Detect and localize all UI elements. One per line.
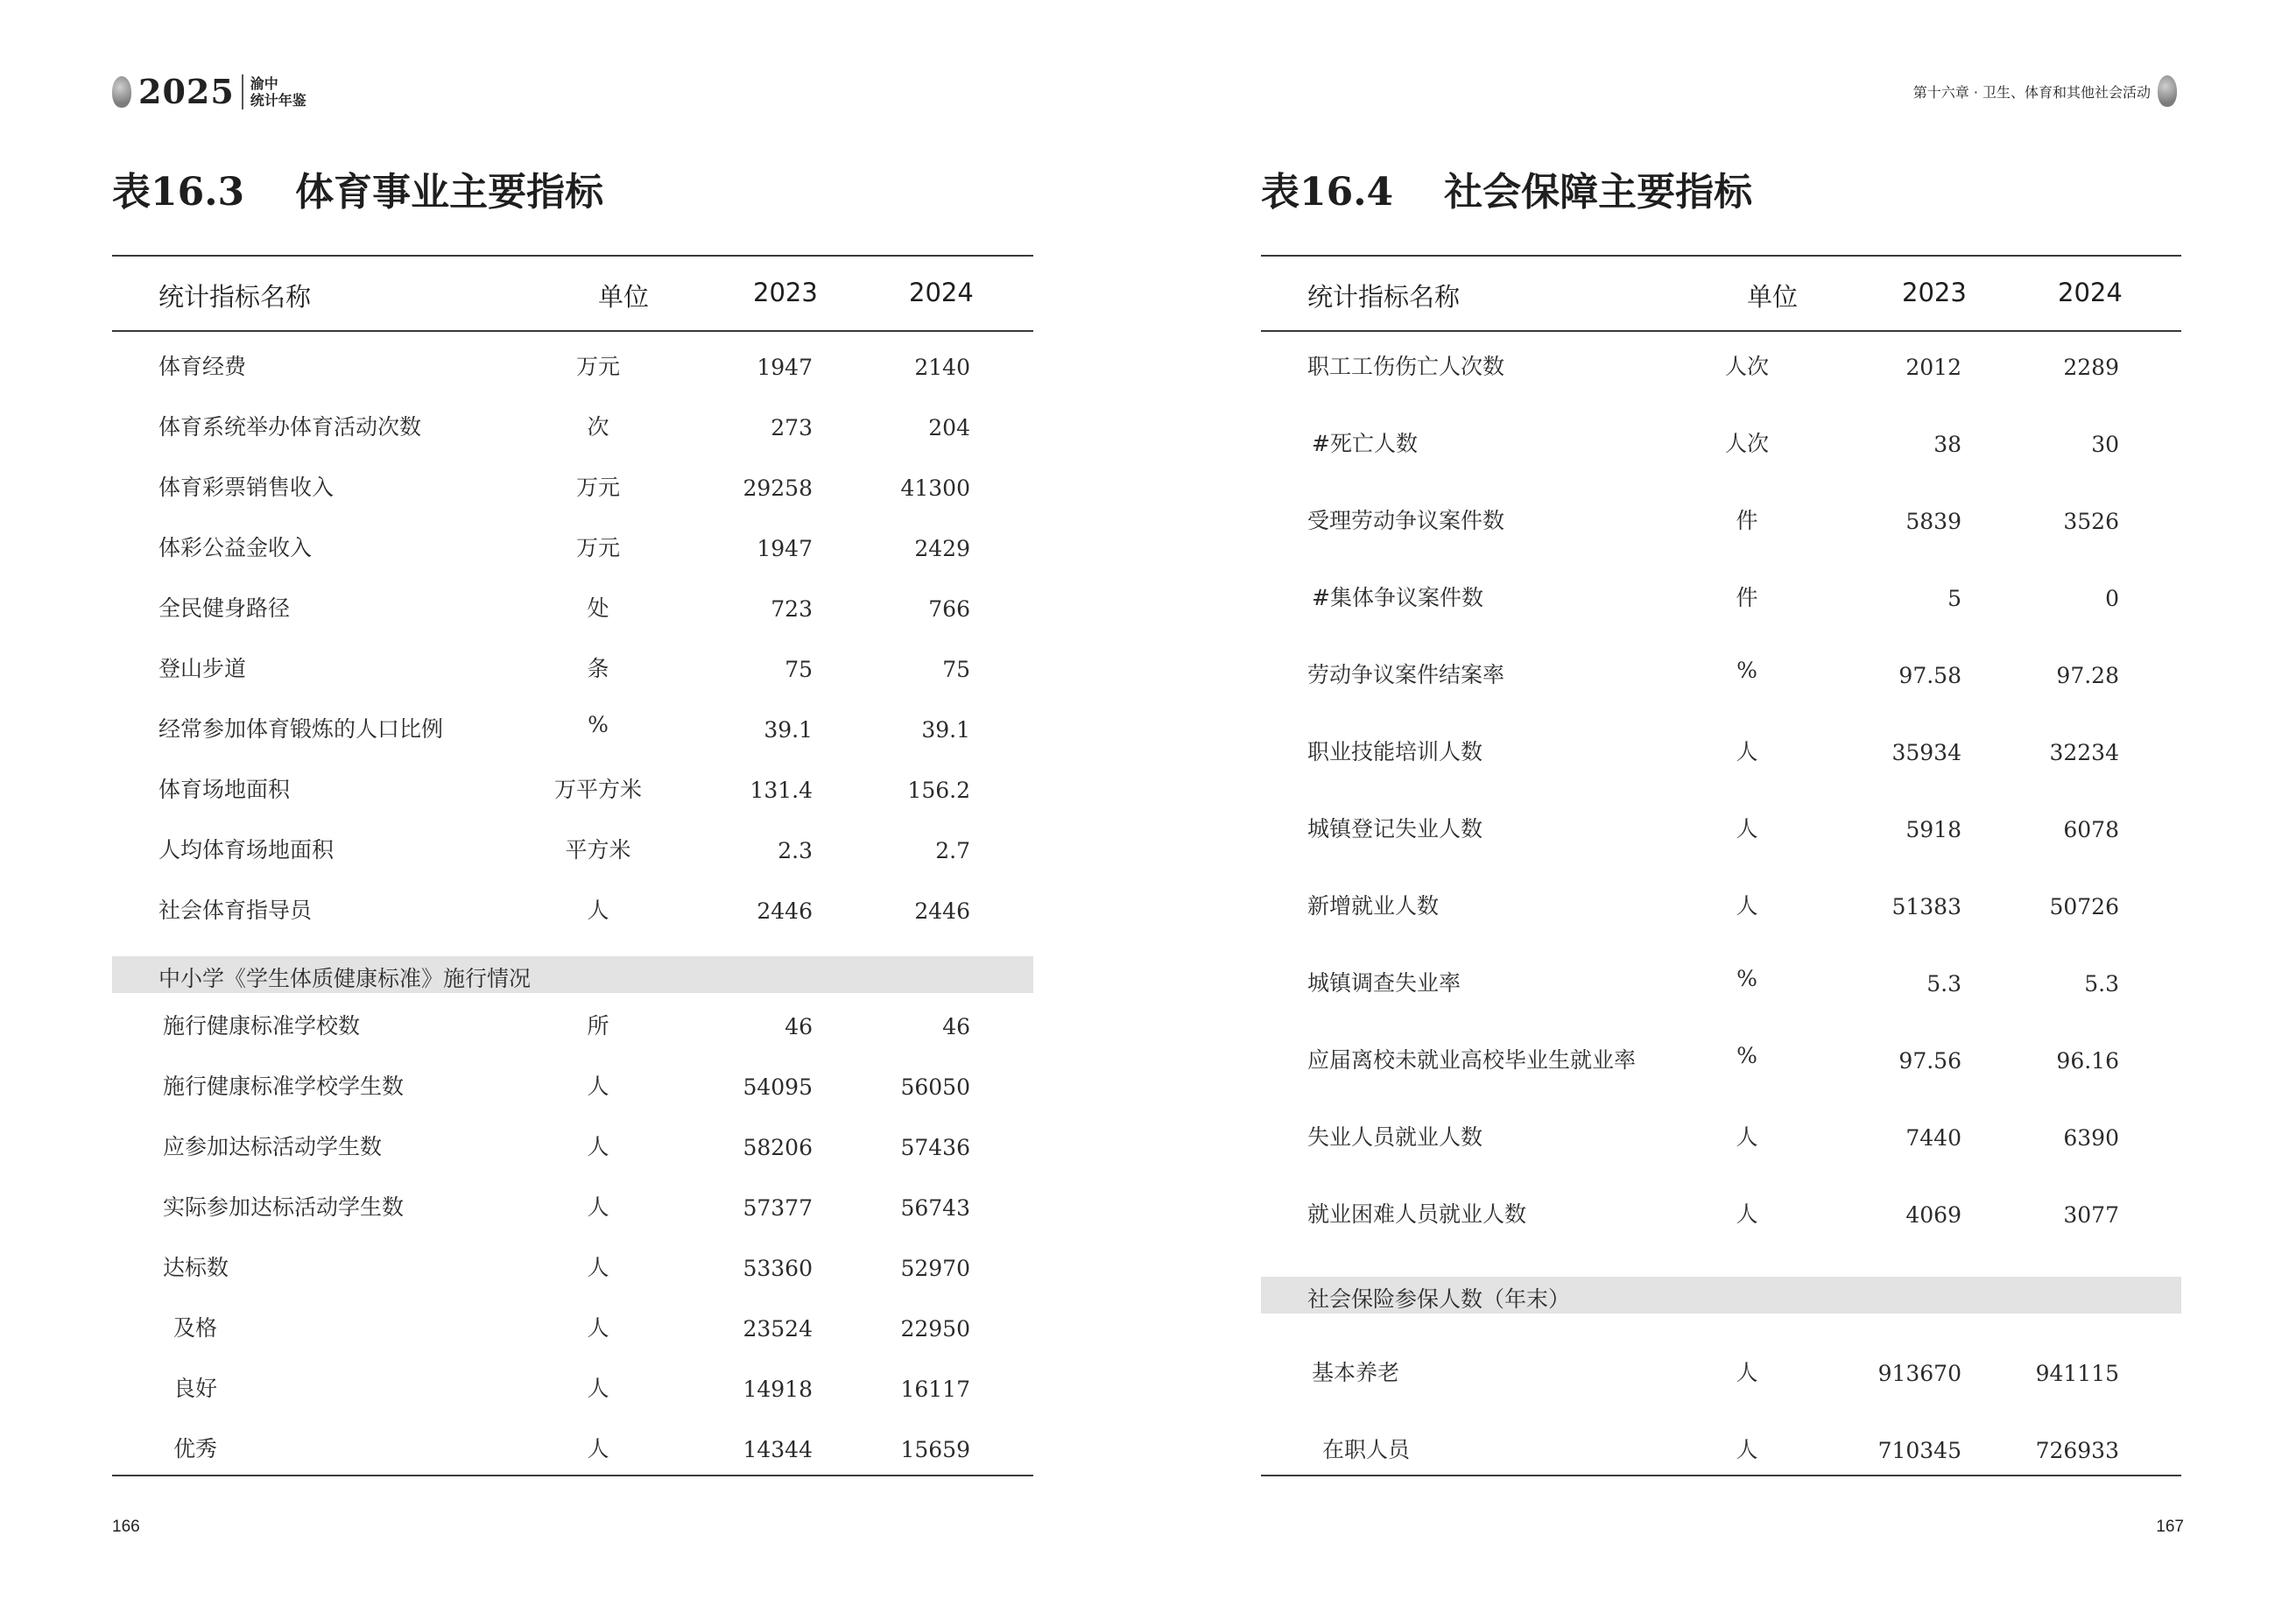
row-value-2024: 2.7	[935, 837, 970, 863]
row-name: 施行健康标准学校数	[163, 1012, 361, 1039]
row-value-2024: 3526	[2063, 508, 2119, 534]
row-value-2023: 39.1	[764, 716, 813, 743]
table-row	[1261, 504, 2181, 581]
col-header-2023: 2023	[753, 278, 818, 307]
table-row	[112, 1190, 1033, 1250]
row-value-2024: 50726	[2049, 893, 2119, 919]
row-name: 职工工伤伤亡人次数	[1307, 353, 1505, 379]
row-value-2023: 97.56	[1898, 1047, 1961, 1074]
row-name: 实际参加达标活动学生数	[163, 1194, 405, 1220]
row-value-2024: 56050	[900, 1074, 970, 1100]
row-name: 社会体育指导员	[158, 897, 313, 923]
table-header-row	[112, 257, 1033, 330]
table-row	[1261, 349, 2181, 426]
row-value-2023: 2012	[1905, 354, 1961, 380]
row-value-2024: 156.2	[907, 777, 970, 803]
table-row	[112, 712, 1033, 772]
row-value-2024: 15659	[900, 1436, 970, 1462]
chapter-header	[1913, 75, 2184, 107]
row-value-2023: 14918	[743, 1376, 813, 1402]
row-unit: 人	[1736, 1201, 1758, 1227]
table-row	[112, 1311, 1033, 1371]
row-value-2023: 913670	[1877, 1360, 1961, 1386]
row-value-2024: 52970	[900, 1255, 970, 1281]
row-value-2024: 22950	[900, 1315, 970, 1342]
table-name: 社会保障主要指标	[1444, 170, 1753, 215]
row-value-2024: 2289	[2063, 354, 2119, 380]
table-row	[1261, 1433, 2181, 1510]
row-value-2023: 58206	[743, 1134, 813, 1160]
row-value-2023: 2446	[757, 898, 813, 924]
row-name: 达标数	[163, 1254, 229, 1280]
row-value-2024: 941115	[2035, 1360, 2119, 1386]
row-unit: 万元	[575, 474, 620, 500]
row-unit: %	[1736, 1042, 1757, 1068]
row-value-2024: 766	[928, 595, 970, 622]
row-unit: 人次	[1724, 430, 1769, 456]
page-number: 166	[112, 1518, 140, 1536]
row-value-2024: 2140	[914, 354, 970, 380]
col-header-2024: 2024	[2058, 278, 2123, 307]
header-title-line2: 统计年鉴	[250, 91, 306, 109]
row-name: 应届离校未就业高校毕业生就业率	[1307, 1046, 1637, 1073]
row-name: 应参加达标活动学生数	[163, 1133, 383, 1159]
row-name: 在职人员	[1322, 1436, 1411, 1462]
table-row	[112, 591, 1033, 652]
row-unit: 人	[587, 1435, 609, 1462]
table-row	[112, 1009, 1033, 1069]
row-name: 体育场地面积	[158, 776, 291, 802]
row-value-2024: 46	[942, 1013, 970, 1039]
table-row	[112, 1069, 1033, 1130]
row-name: 优秀	[173, 1435, 218, 1462]
row-value-2023: 710345	[1877, 1437, 1961, 1463]
row-name: 人均体育场地面积	[158, 836, 335, 863]
right-page	[1148, 0, 2296, 1613]
table-name: 体育事业主要指标	[295, 170, 604, 215]
section-label: 中小学《学生体质健康标准》施行情况	[158, 965, 532, 991]
row-unit: 人次	[1724, 353, 1769, 379]
col-header-2024: 2024	[909, 278, 974, 307]
row-unit: %	[588, 711, 609, 737]
row-value-2023: 97.58	[1898, 662, 1961, 688]
row-value-2024: 3077	[2063, 1201, 2119, 1228]
table-row	[112, 1432, 1033, 1492]
row-unit: 人	[587, 1375, 609, 1401]
table-row	[1261, 812, 2181, 889]
section-label: 社会保险参保人数（年末）	[1307, 1285, 1571, 1312]
section-band	[1261, 1277, 2181, 1314]
row-unit: 人	[1736, 892, 1758, 919]
row-unit: 人	[587, 1194, 609, 1220]
row-name: 经常参加体育锻炼的人口比例	[158, 715, 444, 742]
row-unit: 人	[587, 1073, 609, 1099]
table-row	[112, 833, 1033, 893]
row-unit: %	[1736, 657, 1757, 683]
row-unit: 人	[1736, 1359, 1758, 1385]
table-row	[1261, 426, 2181, 504]
table-row	[112, 349, 1033, 410]
row-unit: 所	[587, 1012, 609, 1039]
header-title	[250, 75, 306, 109]
table-number: 表16.3	[112, 170, 245, 215]
row-value-2024: 32234	[2049, 739, 2119, 765]
col-header-unit: 单位	[598, 282, 650, 312]
table-header-row	[1261, 257, 2181, 330]
row-name: 城镇登记失业人数	[1307, 815, 1483, 842]
row-value-2024: 30	[2091, 431, 2119, 457]
row-name: 良好	[173, 1375, 218, 1401]
chapter-title: 第十六章 · 卫生、体育和其他社会活动	[1912, 83, 2151, 101]
row-name: 劳动争议案件结案率	[1307, 661, 1505, 687]
row-value-2024: 75	[942, 656, 970, 682]
row-value-2023: 273	[771, 414, 813, 440]
row-name: 全民健身路径	[158, 595, 291, 621]
row-name: 体育经费	[158, 353, 247, 379]
table-row	[1261, 1120, 2181, 1197]
table-row	[112, 531, 1033, 591]
table-row	[1261, 1197, 2181, 1274]
row-unit: 万元	[575, 534, 620, 560]
row-name: 体育系统举办体育活动次数	[158, 413, 422, 440]
row-value-2024: 57436	[900, 1134, 970, 1160]
row-value-2024: 97.28	[2056, 662, 2119, 688]
header-title-line1: 渝中	[250, 74, 278, 92]
row-value-2023: 5918	[1905, 816, 1961, 842]
sports-indicators-table	[112, 255, 1033, 1476]
table-row	[1261, 1043, 2181, 1120]
table-row	[1261, 581, 2181, 658]
table-body	[1261, 332, 2181, 1475]
row-unit: 件	[1736, 507, 1758, 533]
emblem-icon	[2158, 75, 2177, 107]
table-row	[1261, 735, 2181, 812]
row-value-2023: 7440	[1905, 1124, 1961, 1151]
row-unit: 人	[587, 1314, 609, 1341]
row-value-2024: 56743	[900, 1194, 970, 1221]
table-row	[112, 893, 1033, 954]
row-name: #死亡人数	[1312, 430, 1418, 456]
row-value-2023: 1947	[757, 354, 813, 380]
col-header-unit: 单位	[1747, 282, 1799, 312]
col-header-name: 统计指标名称	[158, 282, 312, 312]
row-value-2024: 204	[928, 414, 970, 440]
row-unit: 人	[587, 897, 609, 923]
row-unit: 人	[1736, 1123, 1758, 1150]
row-value-2024: 2429	[914, 535, 970, 561]
row-unit: 次	[587, 413, 609, 440]
row-unit: 人	[1736, 738, 1758, 764]
row-value-2024: 2446	[914, 898, 970, 924]
row-value-2024: 726933	[2035, 1437, 2119, 1463]
row-name: 就业困难人员就业人数	[1307, 1201, 1527, 1227]
row-value-2024: 6390	[2063, 1124, 2119, 1151]
row-value-2024: 16117	[900, 1376, 970, 1402]
table-row	[1261, 1356, 2181, 1433]
row-name: 登山步道	[158, 655, 247, 681]
row-value-2023: 5	[1947, 585, 1961, 611]
row-name: 施行健康标准学校学生数	[163, 1073, 405, 1099]
table-row	[112, 1130, 1033, 1190]
row-value-2024: 0	[2105, 585, 2119, 611]
table-body	[112, 332, 1033, 1475]
row-value-2023: 4069	[1905, 1201, 1961, 1228]
col-header-name: 统计指标名称	[1307, 282, 1461, 312]
header-year: 2025	[138, 72, 235, 111]
table-row	[112, 470, 1033, 531]
col-header-2023: 2023	[1902, 278, 1967, 307]
row-name: #集体争议案件数	[1312, 584, 1483, 610]
row-value-2023: 53360	[743, 1255, 813, 1281]
table-row	[1261, 889, 2181, 966]
header-divider	[242, 74, 243, 109]
table-row	[112, 652, 1033, 712]
row-value-2023: 46	[785, 1013, 813, 1039]
row-name: 受理劳动争议案件数	[1307, 507, 1505, 533]
table-title	[112, 160, 603, 216]
row-unit: 万平方米	[553, 776, 642, 802]
row-unit: 件	[1736, 584, 1758, 610]
row-name: 体育彩票销售收入	[158, 474, 335, 500]
row-unit: 平方米	[565, 836, 631, 863]
row-value-2023: 723	[771, 595, 813, 622]
table-title	[1261, 160, 1752, 216]
table-row	[1261, 658, 2181, 735]
table-row	[112, 410, 1033, 470]
row-value-2023: 29258	[743, 475, 813, 501]
row-value-2023: 54095	[743, 1074, 813, 1100]
table-number: 表16.4	[1261, 170, 1394, 215]
row-value-2024: 39.1	[921, 716, 970, 743]
row-unit: 条	[587, 655, 609, 681]
row-name: 基本养老	[1312, 1359, 1400, 1385]
row-value-2023: 23524	[743, 1315, 813, 1342]
emblem-icon	[112, 76, 131, 108]
row-name: 新增就业人数	[1307, 892, 1440, 919]
row-value-2023: 35934	[1891, 739, 1961, 765]
row-value-2023: 5.3	[1926, 970, 1961, 997]
row-name: 及格	[173, 1314, 218, 1341]
row-value-2023: 57377	[743, 1194, 813, 1221]
social-security-table	[1261, 255, 2181, 1476]
row-value-2023: 2.3	[778, 837, 813, 863]
row-name: 城镇调查失业率	[1307, 969, 1461, 996]
row-value-2023: 1947	[757, 535, 813, 561]
row-value-2024: 41300	[900, 475, 970, 501]
row-value-2024: 6078	[2063, 816, 2119, 842]
row-value-2023: 5839	[1905, 508, 1961, 534]
row-value-2023: 14344	[743, 1436, 813, 1462]
row-unit: 人	[1736, 815, 1758, 842]
section-band	[112, 956, 1033, 993]
page-number: 167	[2156, 1518, 2184, 1536]
row-value-2023: 131.4	[750, 777, 813, 803]
table-row	[112, 772, 1033, 833]
row-name: 失业人员就业人数	[1307, 1123, 1483, 1150]
row-name: 体彩公益金收入	[158, 534, 313, 560]
table-row	[112, 1250, 1033, 1311]
row-value-2024: 96.16	[2056, 1047, 2119, 1074]
row-value-2023: 51383	[1891, 893, 1961, 919]
table-row	[1261, 966, 2181, 1043]
row-value-2023: 75	[785, 656, 813, 682]
row-unit: 人	[587, 1133, 609, 1159]
row-unit: 人	[587, 1254, 609, 1280]
row-name: 职业技能培训人数	[1307, 738, 1483, 764]
row-unit: 万元	[575, 353, 620, 379]
row-unit: 处	[587, 595, 609, 621]
row-value-2023: 38	[1933, 431, 1961, 457]
yearbook-header	[112, 72, 306, 111]
table-row	[112, 1371, 1033, 1432]
row-unit: 人	[1736, 1436, 1758, 1462]
row-value-2024: 5.3	[2084, 970, 2119, 997]
row-unit: %	[1736, 965, 1757, 991]
